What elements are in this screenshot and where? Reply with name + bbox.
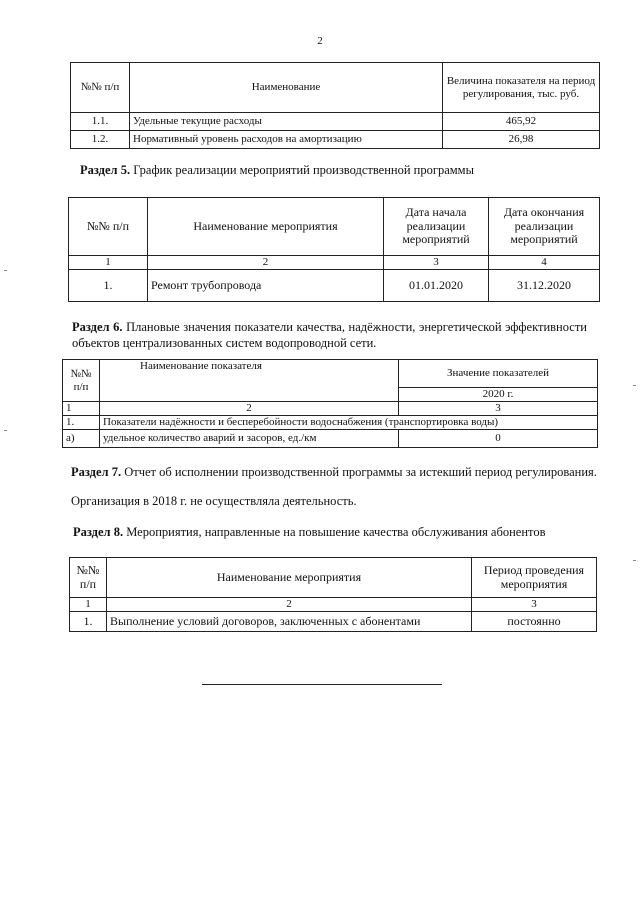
table-row	[71, 113, 600, 131]
page-number: 2	[317, 35, 323, 47]
index-cell: 1	[70, 598, 107, 612]
row-num: 1.	[69, 270, 148, 302]
section7-note: Организация в 2018 г. не осуществляла деятельность.	[71, 494, 357, 508]
index-cell: 1	[69, 256, 148, 270]
expenses-table	[70, 62, 600, 149]
schedule-table	[68, 197, 600, 302]
index-cell: 3	[472, 598, 597, 612]
row-num: а)	[63, 430, 100, 448]
row-name: Нормативный уровень расходов на амортизацию	[130, 131, 443, 149]
header-num: №№ п/п	[71, 63, 130, 113]
section5-label: Раздел 5.	[80, 163, 131, 177]
section5-title: График реализации мероприятий производственной программы	[133, 163, 474, 177]
row-num: 1.	[70, 612, 107, 632]
section8-label: Раздел 8.	[73, 525, 124, 539]
index-row	[63, 402, 598, 416]
row-period: постоянно	[472, 612, 597, 632]
section8-heading	[73, 525, 545, 540]
row-value: 465,92	[443, 113, 600, 131]
header-num: №№ п/п	[70, 558, 107, 598]
customer-service-table	[69, 557, 597, 632]
table-row	[71, 131, 600, 149]
scan-mark	[633, 385, 636, 386]
section8-title: Мероприятия, направленные на повышение качества обслуживания абонентов	[126, 525, 546, 539]
index-row	[70, 598, 597, 612]
row-name: Выполнение условий договоров, заключенных с абонентами	[107, 612, 472, 632]
header-year: 2020 г.	[399, 388, 598, 402]
section6-title: Плановые значения показатели качества, надёжности, энергетической эффективности объектов централизованных систем водопроводной сети.	[72, 320, 587, 350]
section6-heading	[72, 320, 587, 351]
header-num: №№ п/п	[63, 360, 100, 402]
row-name: удельное количество аварий и засоров, ед./км	[100, 430, 399, 448]
group-num: 1.	[63, 416, 100, 430]
index-cell: 3	[399, 402, 598, 416]
header-num: №№ п/п	[69, 198, 148, 256]
scan-mark	[633, 560, 636, 561]
row-start: 01.01.2020	[384, 270, 489, 302]
header-name: Наименование мероприятия	[107, 558, 472, 598]
section7-title: Отчет об исполнении производственной программы за истекший период регулирования.	[124, 465, 597, 479]
group-name: Показатели надёжности и бесперебойности водоснабжения (транспортировка воды)	[100, 416, 598, 430]
index-cell: 2	[148, 256, 384, 270]
row-value: 0	[399, 430, 598, 448]
scan-mark	[4, 430, 7, 431]
header-name: Наименование мероприятия	[148, 198, 384, 256]
row-end: 31.12.2020	[489, 270, 600, 302]
header-name: Наименование показателя	[100, 360, 399, 402]
signature-line	[202, 684, 442, 685]
header-end: Дата окончания реализации мероприятий	[489, 198, 600, 256]
scan-mark	[4, 270, 7, 271]
index-cell: 4	[489, 256, 600, 270]
row-num: 1.1.	[71, 113, 130, 131]
index-cell: 2	[100, 402, 399, 416]
header-value: Величина показателя на период регулирования, тыс. руб.	[443, 63, 600, 113]
index-row	[69, 256, 600, 270]
index-cell: 1	[63, 402, 100, 416]
row-name: Удельные текущие расходы	[130, 113, 443, 131]
header-name: Наименование	[130, 63, 443, 113]
section7-heading	[71, 465, 597, 480]
section6-label: Раздел 6.	[72, 320, 123, 334]
header-period: Период проведения мероприятия	[472, 558, 597, 598]
table-row	[69, 270, 600, 302]
table-row	[63, 430, 598, 448]
index-cell: 2	[107, 598, 472, 612]
header-value: Значение показателей	[399, 360, 598, 388]
row-name: Ремонт трубопровода	[148, 270, 384, 302]
index-cell: 3	[384, 256, 489, 270]
section7-label: Раздел 7.	[71, 465, 122, 479]
quality-indicators-table	[62, 359, 598, 448]
header-start: Дата начала реализации мероприятий	[384, 198, 489, 256]
row-num: 1.2.	[71, 131, 130, 149]
section5-heading	[80, 163, 474, 178]
group-row	[63, 416, 598, 430]
row-value: 26,98	[443, 131, 600, 149]
table-row	[70, 612, 597, 632]
